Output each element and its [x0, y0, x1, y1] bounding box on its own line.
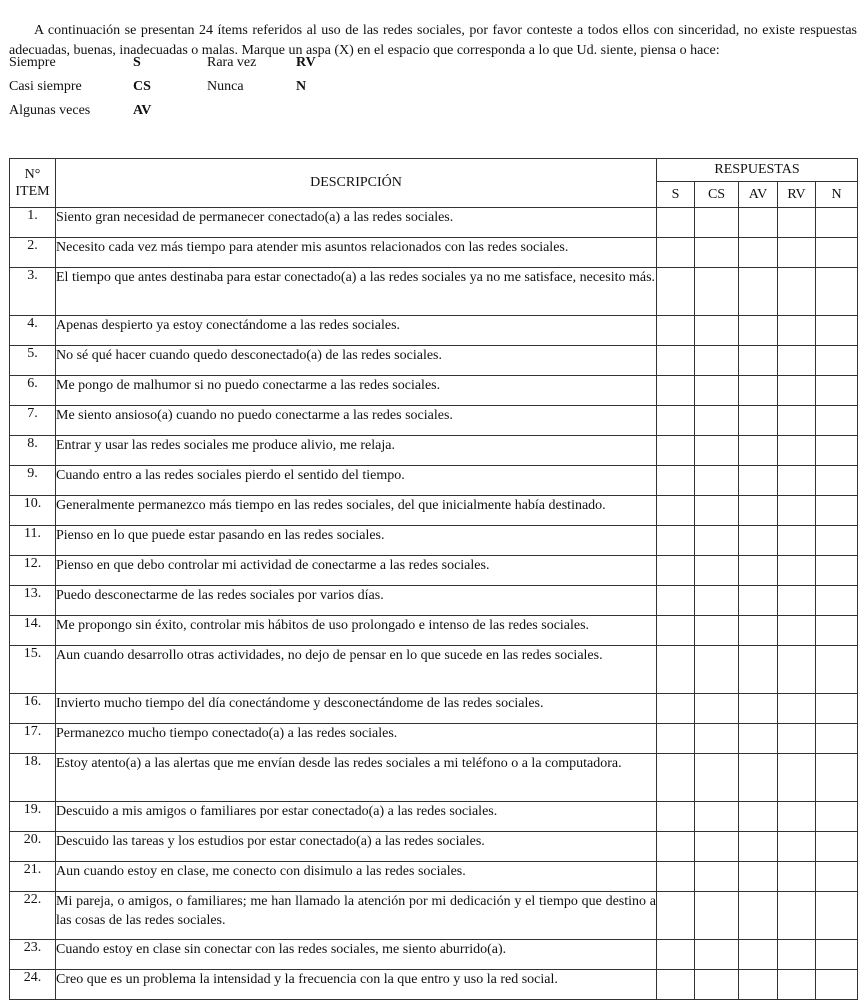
answer-cell-av[interactable]: [739, 862, 778, 892]
answer-cell-s[interactable]: [657, 268, 695, 316]
item-number: 21.: [10, 862, 56, 892]
item-number: 2.: [10, 238, 56, 268]
answer-cell-s[interactable]: [657, 754, 695, 802]
legend-label-nunca: Nunca: [207, 79, 244, 94]
answer-cell-n[interactable]: [816, 556, 858, 586]
answer-cell-n[interactable]: [816, 586, 858, 616]
answer-cell-rv[interactable]: [778, 646, 816, 694]
answer-cell-av[interactable]: [739, 970, 778, 1000]
answer-cell-rv[interactable]: [778, 466, 816, 496]
answer-cell-cs[interactable]: [695, 316, 739, 346]
answer-cell-av[interactable]: [739, 754, 778, 802]
answer-cell-cs[interactable]: [695, 754, 739, 802]
answer-cell-av[interactable]: [739, 892, 778, 940]
answer-cell-av[interactable]: [739, 406, 778, 436]
table-row: [10, 862, 858, 892]
table-row: [10, 268, 858, 316]
answer-cell-s[interactable]: [657, 406, 695, 436]
answer-cell-cs[interactable]: [695, 940, 739, 970]
table-row: [10, 238, 858, 268]
table-row: [10, 616, 858, 646]
table-row: [10, 208, 858, 238]
answer-cell-rv[interactable]: [778, 526, 816, 556]
responses-header: RESPUESTAS: [657, 159, 858, 182]
item-description: Pienso en lo que puede estar pasando en las redes sociales.: [56, 526, 657, 556]
option-header-cs: CS: [695, 182, 739, 208]
answer-cell-n[interactable]: [816, 406, 858, 436]
answer-cell-cs[interactable]: [695, 268, 739, 316]
item-description: Cuando entro a las redes sociales pierdo el sentido del tiempo.: [56, 466, 657, 496]
table-row: [10, 970, 858, 1000]
item-description: Invierto mucho tiempo del día conectándome y desconectándome de las redes sociales.: [56, 694, 657, 724]
legend-abbr-casi-siempre: CS: [133, 79, 151, 94]
item-number: 8.: [10, 436, 56, 466]
answer-cell-n[interactable]: [816, 346, 858, 376]
answer-cell-n[interactable]: [816, 316, 858, 346]
item-description: Generalmente permanezco más tiempo en las redes sociales, del que inicialmente había destinado.: [56, 496, 657, 526]
item-number: 11.: [10, 526, 56, 556]
answer-cell-av[interactable]: [739, 556, 778, 586]
item-number: 14.: [10, 616, 56, 646]
item-description: Me pongo de malhumor si no puedo conectarme a las redes sociales.: [56, 376, 657, 406]
answer-cell-av[interactable]: [739, 724, 778, 754]
item-description: Estoy atento(a) a las alertas que me envían desde las redes sociales a mi teléfono o a la computadora.: [56, 754, 657, 802]
item-number: 16.: [10, 694, 56, 724]
item-description: Apenas despierto ya estoy conectándome a las redes sociales.: [56, 316, 657, 346]
answer-cell-av[interactable]: [739, 832, 778, 862]
legend-label-siempre: Siempre: [9, 55, 56, 70]
answer-cell-rv[interactable]: [778, 316, 816, 346]
table-row: [10, 346, 858, 376]
answer-cell-av[interactable]: [739, 646, 778, 694]
answer-cell-s[interactable]: [657, 208, 695, 238]
answer-cell-av[interactable]: [739, 238, 778, 268]
answer-cell-cs[interactable]: [695, 526, 739, 556]
answer-cell-cs[interactable]: [695, 466, 739, 496]
item-number: 1.: [10, 208, 56, 238]
answer-cell-n[interactable]: [816, 496, 858, 526]
item-number: 17.: [10, 724, 56, 754]
answer-cell-rv[interactable]: [778, 892, 816, 940]
answer-cell-av[interactable]: [739, 694, 778, 724]
item-description: Creo que es un problema la intensidad y la frecuencia con la que entro y uso la red social.: [56, 970, 657, 1000]
item-description: No sé qué hacer cuando quedo desconectado(a) de las redes sociales.: [56, 346, 657, 376]
answer-cell-s[interactable]: [657, 970, 695, 1000]
item-number: 4.: [10, 316, 56, 346]
answer-cell-cs[interactable]: [695, 832, 739, 862]
answer-cell-s[interactable]: [657, 346, 695, 376]
table-row: [10, 406, 858, 436]
answer-cell-cs[interactable]: [695, 238, 739, 268]
answer-cell-cs[interactable]: [695, 616, 739, 646]
answer-cell-cs[interactable]: [695, 892, 739, 940]
answer-cell-n[interactable]: [816, 802, 858, 832]
answer-cell-rv[interactable]: [778, 436, 816, 466]
item-header-line2: ITEM: [15, 184, 50, 199]
answer-cell-s[interactable]: [657, 436, 695, 466]
answer-cell-av[interactable]: [739, 316, 778, 346]
answer-cell-av[interactable]: [739, 268, 778, 316]
item-description: Aun cuando estoy en clase, me conecto con disimulo a las redes sociales.: [56, 862, 657, 892]
answer-cell-n[interactable]: [816, 832, 858, 862]
answer-cell-rv[interactable]: [778, 694, 816, 724]
item-number: 20.: [10, 832, 56, 862]
item-number: 15.: [10, 646, 56, 694]
item-description: El tiempo que antes destinaba para estar conectado(a) a las redes sociales ya no me satisface, necesito más.: [56, 268, 657, 316]
answer-cell-s[interactable]: [657, 466, 695, 496]
table-row: [10, 646, 858, 694]
item-number: 23.: [10, 940, 56, 970]
answer-cell-s[interactable]: [657, 238, 695, 268]
answer-cell-rv[interactable]: [778, 862, 816, 892]
item-number: 12.: [10, 556, 56, 586]
item-header-line1: N°: [24, 167, 41, 182]
answer-cell-n[interactable]: [816, 268, 858, 316]
answer-cell-s[interactable]: [657, 376, 695, 406]
answer-cell-n[interactable]: [816, 862, 858, 892]
answer-cell-s[interactable]: [657, 892, 695, 940]
table-row: [10, 586, 858, 616]
table-row: [10, 316, 858, 346]
answer-cell-cs[interactable]: [695, 862, 739, 892]
item-description: Descuido las tareas y los estudios por estar conectado(a) a las redes sociales.: [56, 832, 657, 862]
answer-cell-s[interactable]: [657, 940, 695, 970]
item-description: Entrar y usar las redes sociales me produce alivio, me relaja.: [56, 436, 657, 466]
answer-cell-av[interactable]: [739, 346, 778, 376]
answer-cell-cs[interactable]: [695, 970, 739, 1000]
survey-table: [9, 158, 858, 1000]
item-description: Cuando estoy en clase sin conectar con las redes sociales, me siento aburrido(a).: [56, 940, 657, 970]
answer-cell-cs[interactable]: [695, 802, 739, 832]
answer-cell-rv[interactable]: [778, 940, 816, 970]
item-number: 13.: [10, 586, 56, 616]
item-number: 10.: [10, 496, 56, 526]
answer-cell-n[interactable]: [816, 616, 858, 646]
answer-cell-s[interactable]: [657, 616, 695, 646]
answer-cell-s[interactable]: [657, 724, 695, 754]
answer-cell-s[interactable]: [657, 862, 695, 892]
answer-cell-rv[interactable]: [778, 586, 816, 616]
table-row: [10, 526, 858, 556]
answer-cell-s[interactable]: [657, 556, 695, 586]
instructions-text: A continuación se presentan 24 ítems referidos al uso de las redes sociales, por favor conteste a todos ellos con sinceridad, no existe respuestas adecuadas, buenas, inadecuadas o malas. Marque un aspa (X) en el espacio que corresponda a lo que Ud. siente, piensa o hace:: [9, 23, 857, 58]
legend-label-algunas-veces: Algunas veces: [9, 103, 91, 118]
item-description: Necesito cada vez más tiempo para atender mis asuntos relacionados con las redes sociales.: [56, 238, 657, 268]
answer-cell-n[interactable]: [816, 436, 858, 466]
legend-abbr-algunas-veces: AV: [133, 103, 152, 118]
item-description: Me siento ansioso(a) cuando no puedo conectarme a las redes sociales.: [56, 406, 657, 436]
answer-cell-s[interactable]: [657, 646, 695, 694]
answer-cell-av[interactable]: [739, 526, 778, 556]
table-row: [10, 802, 858, 832]
answer-cell-cs[interactable]: [695, 406, 739, 436]
legend-abbr-siempre: S: [133, 55, 141, 70]
item-description: Permanezco mucho tiempo conectado(a) a las redes sociales.: [56, 724, 657, 754]
answer-cell-n[interactable]: [816, 526, 858, 556]
answer-cell-av[interactable]: [739, 436, 778, 466]
answer-cell-cs[interactable]: [695, 376, 739, 406]
answer-cell-s[interactable]: [657, 586, 695, 616]
answer-cell-rv[interactable]: [778, 268, 816, 316]
option-header-n: N: [816, 182, 858, 208]
item-number: 9.: [10, 466, 56, 496]
answer-cell-n[interactable]: [816, 646, 858, 694]
answer-cell-s[interactable]: [657, 832, 695, 862]
answer-cell-cs[interactable]: [695, 346, 739, 376]
option-header-rv: RV: [778, 182, 816, 208]
answer-cell-av[interactable]: [739, 376, 778, 406]
answer-cell-rv[interactable]: [778, 376, 816, 406]
table-row: [10, 556, 858, 586]
answer-cell-rv[interactable]: [778, 346, 816, 376]
answer-cell-cs[interactable]: [695, 556, 739, 586]
table-row: [10, 694, 858, 724]
item-description: Descuido a mis amigos o familiares por estar conectado(a) a las redes sociales.: [56, 802, 657, 832]
answer-cell-rv[interactable]: [778, 616, 816, 646]
answer-cell-n[interactable]: [816, 694, 858, 724]
item-number: 5.: [10, 346, 56, 376]
answer-cell-rv[interactable]: [778, 802, 816, 832]
answer-cell-n[interactable]: [816, 208, 858, 238]
legend-abbr-rara-vez: RV: [296, 55, 316, 70]
item-description: Pienso en que debo controlar mi actividad de conectarme a las redes sociales.: [56, 556, 657, 586]
legend-abbr-nunca: N: [296, 79, 307, 94]
answer-cell-av[interactable]: [739, 496, 778, 526]
item-description: Aun cuando desarrollo otras actividades, no dejo de pensar en lo que sucede en las redes sociales.: [56, 646, 657, 694]
answer-cell-n[interactable]: [816, 754, 858, 802]
option-header-s: S: [657, 182, 695, 208]
answer-cell-av[interactable]: [739, 466, 778, 496]
item-number-header: [10, 159, 56, 208]
answer-cell-av[interactable]: [739, 586, 778, 616]
answer-cell-n[interactable]: [816, 940, 858, 970]
answer-cell-cs[interactable]: [695, 724, 739, 754]
answer-cell-rv[interactable]: [778, 832, 816, 862]
answer-cell-av[interactable]: [739, 616, 778, 646]
item-number: 22.: [10, 892, 56, 940]
item-number: 6.: [10, 376, 56, 406]
item-description: Puedo desconectarme de las redes sociales por varios días.: [56, 586, 657, 616]
answer-cell-rv[interactable]: [778, 406, 816, 436]
table-row: [10, 496, 858, 526]
item-description: Me propongo sin éxito, controlar mis hábitos de uso prolongado e intenso de las redes sociales.: [56, 616, 657, 646]
legend-label-casi-siempre: Casi siempre: [9, 79, 82, 94]
description-header: DESCRIPCIÓN: [56, 159, 657, 208]
item-number: 3.: [10, 268, 56, 316]
answer-cell-n[interactable]: [816, 970, 858, 1000]
table-row: [10, 376, 858, 406]
item-number: 24.: [10, 970, 56, 1000]
answer-cell-cs[interactable]: [695, 208, 739, 238]
item-description: Siento gran necesidad de permanecer conectado(a) a las redes sociales.: [56, 208, 657, 238]
answer-cell-rv[interactable]: [778, 208, 816, 238]
item-number: 7.: [10, 406, 56, 436]
answer-cell-av[interactable]: [739, 802, 778, 832]
answer-cell-rv[interactable]: [778, 754, 816, 802]
answer-cell-cs[interactable]: [695, 496, 739, 526]
answer-cell-av[interactable]: [739, 940, 778, 970]
item-description: Mi pareja, o amigos, o familiares; me han llamado la atención por mi dedicación y el tiempo que destino a las cosas de las redes sociales.: [56, 892, 657, 940]
item-number: 18.: [10, 754, 56, 802]
table-row: [10, 436, 858, 466]
answer-cell-n[interactable]: [816, 376, 858, 406]
answer-cell-s[interactable]: [657, 316, 695, 346]
answer-cell-s[interactable]: [657, 496, 695, 526]
answer-cell-s[interactable]: [657, 526, 695, 556]
answer-cell-cs[interactable]: [695, 646, 739, 694]
answer-cell-rv[interactable]: [778, 496, 816, 526]
answer-cell-cs[interactable]: [695, 694, 739, 724]
table-row: [10, 754, 858, 802]
table-row: [10, 724, 858, 754]
table-row: [10, 892, 858, 940]
answer-cell-n[interactable]: [816, 724, 858, 754]
answer-cell-rv[interactable]: [778, 238, 816, 268]
answer-cell-cs[interactable]: [695, 586, 739, 616]
table-row: [10, 832, 858, 862]
answer-cell-rv[interactable]: [778, 724, 816, 754]
item-number: 19.: [10, 802, 56, 832]
table-row: [10, 940, 858, 970]
answer-cell-av[interactable]: [739, 208, 778, 238]
answer-cell-s[interactable]: [657, 802, 695, 832]
answer-cell-rv[interactable]: [778, 556, 816, 586]
answer-cell-s[interactable]: [657, 694, 695, 724]
answer-cell-n[interactable]: [816, 892, 858, 940]
answer-cell-rv[interactable]: [778, 970, 816, 1000]
option-header-av: AV: [739, 182, 778, 208]
answer-cell-n[interactable]: [816, 466, 858, 496]
answer-cell-cs[interactable]: [695, 436, 739, 466]
answer-cell-n[interactable]: [816, 238, 858, 268]
table-row: [10, 466, 858, 496]
legend-label-rara-vez: Rara vez: [207, 55, 257, 70]
